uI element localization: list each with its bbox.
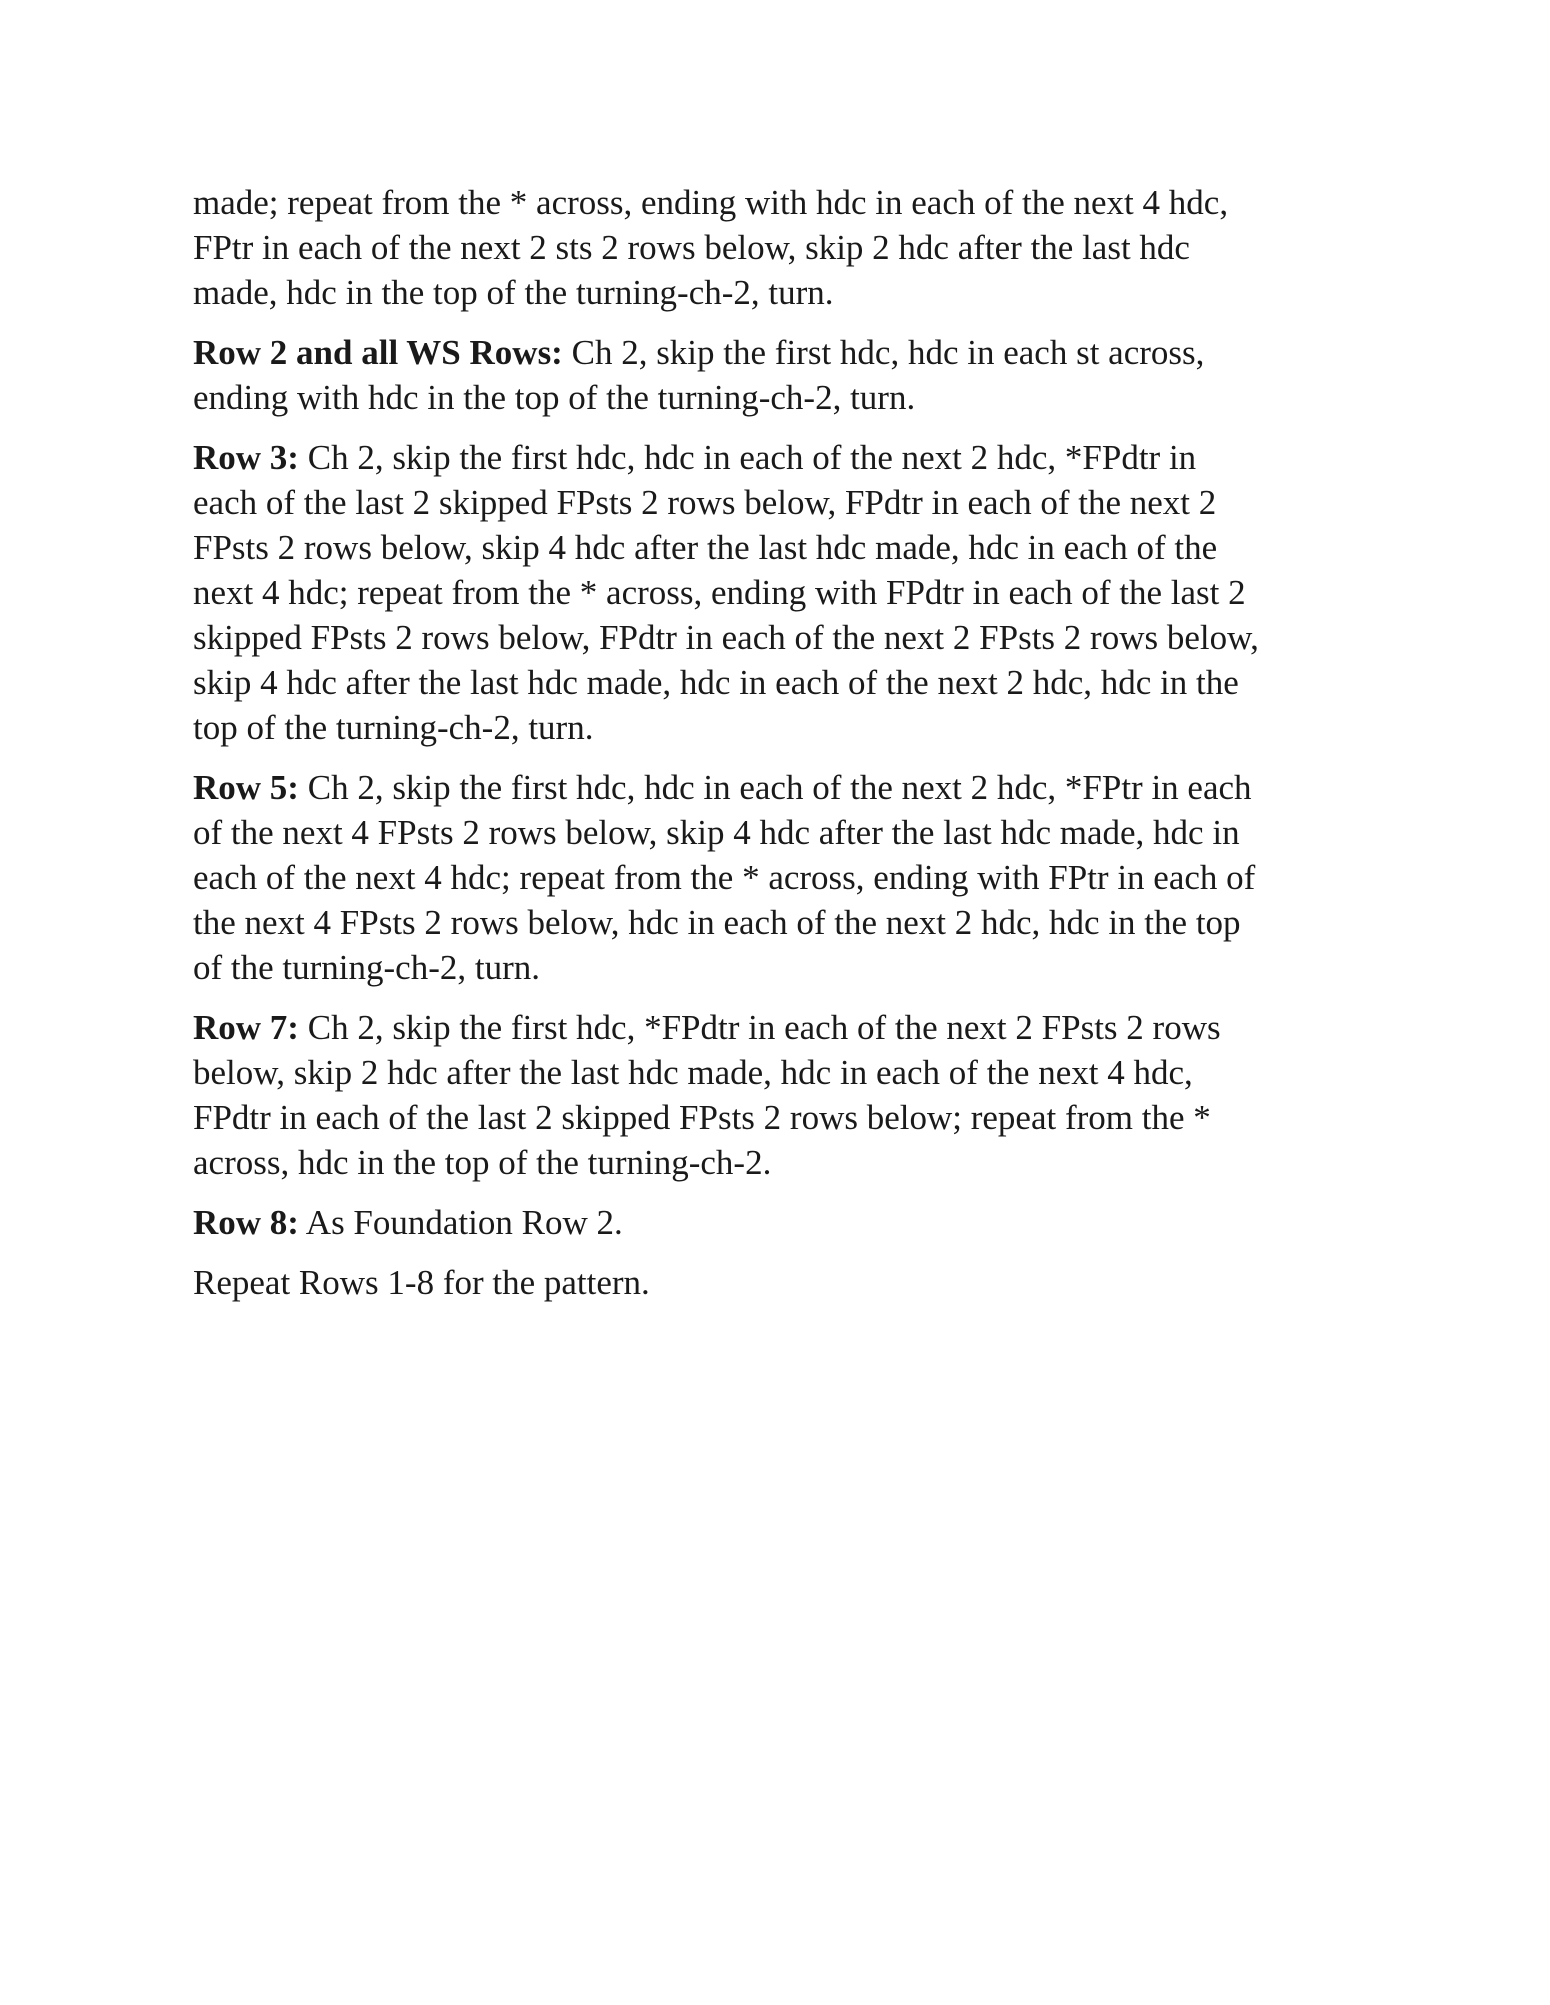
text-line: below, skip 2 hdc after the last hdc made, hdc in each of the next 4 hdc, (193, 1053, 1193, 1092)
text-line: the next 4 FPsts 2 rows below, hdc in each of the next 2 hdc, hdc in the top (193, 903, 1241, 942)
text-line: skip 4 hdc after the last hdc made, hdc in each of the next 2 hdc, hdc in the (193, 663, 1239, 702)
text-line: top of the turning-ch-2, turn. (193, 708, 594, 747)
document-body (193, 180, 1373, 1320)
text-line: Ch 2, skip the first hdc, *FPdtr in each of the next 2 FPsts 2 rows (298, 1008, 1221, 1047)
pattern-paragraph (193, 180, 1373, 315)
text-line: next 4 hdc; repeat from the * across, ending with FPdtr in each of the last 2 (193, 573, 1246, 612)
text-line: of the turning-ch-2, turn. (193, 948, 540, 987)
row-label: Row 3: (193, 438, 299, 477)
text-line: each of the last 2 skipped FPsts 2 rows below, FPdtr in each of the next 2 (193, 483, 1217, 522)
text-line: FPdtr in each of the last 2 skipped FPsts 2 rows below; repeat from the * (193, 1098, 1211, 1137)
text-line: of the next 4 FPsts 2 rows below, skip 4 hdc after the last hdc made, hdc in (193, 813, 1240, 852)
text-line: made; repeat from the * across, ending with hdc in each of the next 4 hdc, (193, 183, 1229, 222)
row-label: Row 8: (193, 1203, 299, 1242)
row-label: Row 7: (193, 1008, 299, 1047)
pattern-paragraph (193, 1005, 1373, 1185)
pattern-paragraph (193, 435, 1373, 750)
text-line: ending with hdc in the top of the turning-ch-2, turn. (193, 378, 916, 417)
text-line: Ch 2, skip the first hdc, hdc in each of the next 2 hdc, *FPtr in each (298, 768, 1252, 807)
pattern-paragraph (193, 330, 1373, 420)
pattern-paragraph (193, 1200, 1373, 1245)
text-line: skipped FPsts 2 rows below, FPdtr in each of the next 2 FPsts 2 rows below, (193, 618, 1259, 657)
text-line: As Foundation Row 2. (298, 1203, 623, 1242)
text-line: FPsts 2 rows below, skip 4 hdc after the last hdc made, hdc in each of the (193, 528, 1218, 567)
row-label: Row 5: (193, 768, 299, 807)
pattern-paragraph (193, 765, 1373, 990)
text-line: Ch 2, skip the first hdc, hdc in each of the next 2 hdc, *FPdtr in (298, 438, 1197, 477)
text-line: Ch 2, skip the first hdc, hdc in each st across, (562, 333, 1205, 372)
pattern-paragraph (193, 1260, 1373, 1305)
row-label: Row 2 and all WS Rows: (193, 333, 563, 372)
text-line: across, hdc in the top of the turning-ch-2. (193, 1143, 772, 1182)
text-line: made, hdc in the top of the turning-ch-2, turn. (193, 273, 834, 312)
text-line: each of the next 4 hdc; repeat from the * across, ending with FPtr in each of (193, 858, 1256, 897)
text-line: FPtr in each of the next 2 sts 2 rows below, skip 2 hdc after the last hdc (193, 228, 1190, 267)
text-line: Repeat Rows 1-8 for the pattern. (193, 1263, 650, 1302)
